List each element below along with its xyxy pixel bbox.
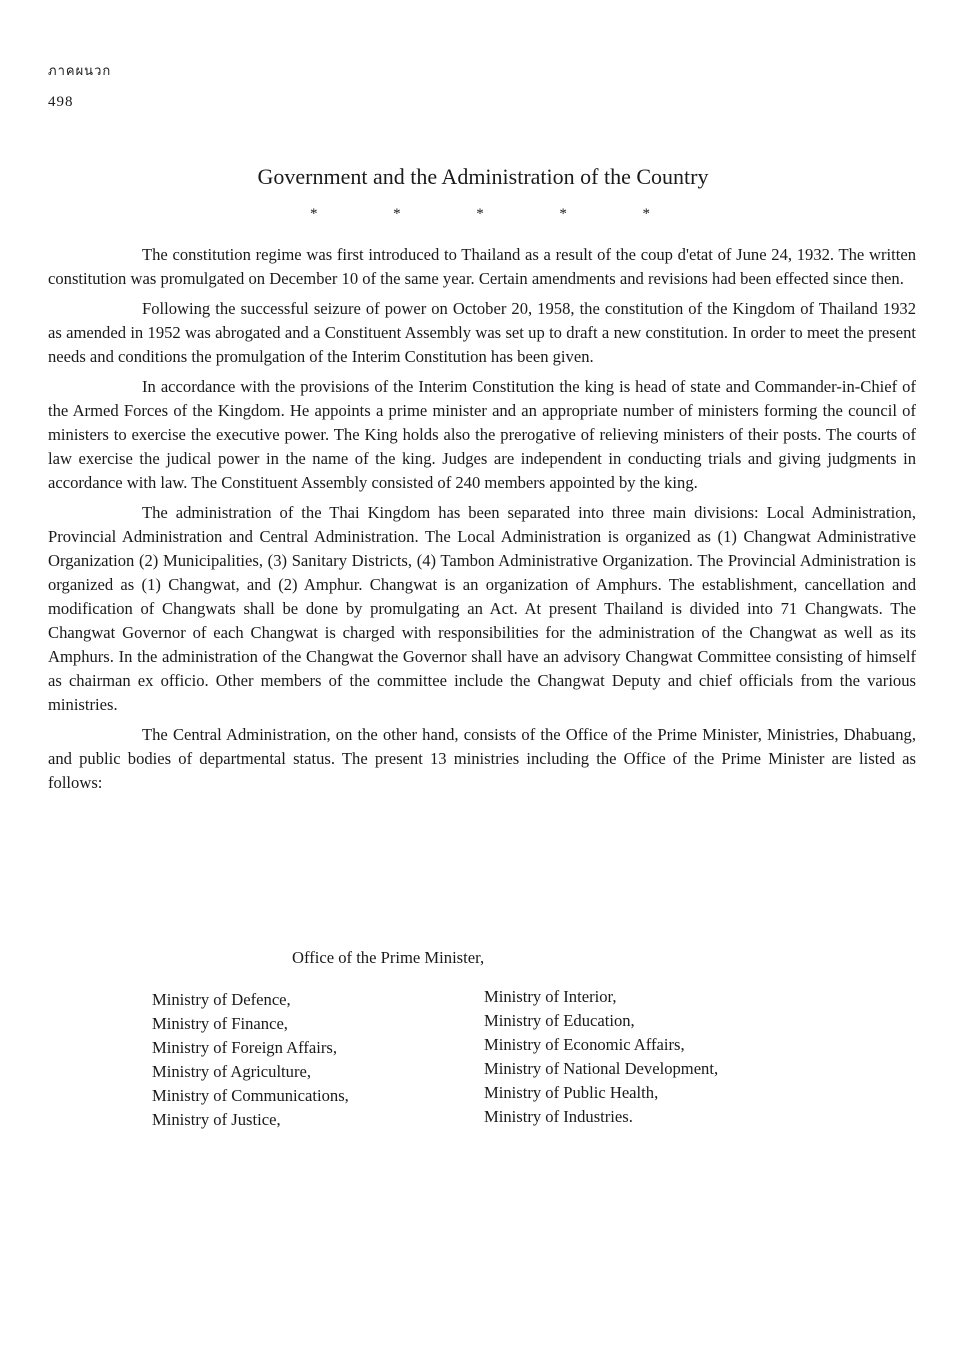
ministry-item: Ministry of Economic Affairs, — [484, 1035, 685, 1054]
paragraph: The constitution regime was first introduced to Thailand as a result of the coup d'etat of June 24, 1932. The written constitution was promulgated on December 10 of the same year. Certain amendments and revisions had been effected since then. — [48, 245, 916, 288]
body-text — [48, 243, 916, 801]
paragraph: The Central Administration, on the other hand, consists of the Office of the Prime Minister, Ministries, Dhabuang, and public bodies of departmental status. The present 13 ministries including the Office of the Prime Minister are listed as follows: — [48, 725, 916, 792]
page-title: Government and the Administration of the Country — [257, 164, 709, 189]
ministry-item: Ministry of National Development, — [484, 1059, 719, 1078]
separator-star: * — [310, 206, 318, 222]
ministries-right-column — [484, 985, 718, 1129]
paragraph: The administration of the Thai Kingdom has been separated into three main divisions: Local Administration, Provincial Administration and Central Administration. The Local Administration is organized as (1) Changwat Administrative Organization (2) Municipalities, (3) Sanitary Districts, (4) Tambon Administrative Organization. The Provincial Administration is organized as (1) Changwat, and (2) Amphur. Changwat is an organization of Amphurs. The establishment, cancellation and modification of Changwats shall be done by promulgating an Act. At present Thailand is divided into 71 Changwats. The Changwat Governor of each Changwat is charged with responsibilities for the administration of the Changwat as well as its Amphurs. In the administration of the Changwat the Governor shall have an advisory Changwat Committee consisting of himself as chairman ex officio. Other members of the committee include the Changwat Deputy and chief officials from the various ministries. — [48, 503, 916, 714]
ministry-item: Ministry of Defence, — [152, 990, 291, 1009]
separator-star: * — [476, 206, 484, 222]
paragraph: Following the successful seizure of power on October 20, 1958, the constitution of the Kingdom of Thailand 1932 as amended in 1952 was abrogated and a Constituent Assembly was set up to draft a new constitution. In order to meet the present needs and conditions the promulgation of the Interim Constitution has been given. — [48, 299, 916, 366]
ministry-item: Ministry of Communications, — [152, 1086, 349, 1105]
page-number: 498 — [48, 94, 74, 110]
ministry-item: Ministry of Public Health, — [484, 1083, 659, 1102]
ministry-item: Ministry of Industries. — [484, 1107, 633, 1126]
ministry-item: Ministry of Education, — [484, 1011, 635, 1030]
office-prime-minister: Office of the Prime Minister, — [292, 948, 485, 967]
ministry-item: Ministry of Agriculture, — [152, 1062, 312, 1081]
running-header: ภาคผนวก — [48, 63, 112, 78]
ministry-item: Ministry of Finance, — [152, 1014, 288, 1033]
separator — [310, 206, 650, 223]
ministry-item: Ministry of Justice, — [152, 1110, 281, 1129]
separator-star: * — [559, 206, 567, 222]
paragraph: In accordance with the provisions of the Interim Constitution the king is head of state and Commander-in-Chief of the Armed Forces of the Kingdom. He appoints a prime minister and an appropriate number of ministers forming the council of ministers to exercise the executive power. The King holds also the prerogative of relieving ministers of their posts. The courts of law exercise the judical power in the name of the king. Judges are independent in conducting trials and giving judgments in accordance with law. The Constituent Assembly consisted of 240 members appointed by the king. — [48, 377, 916, 492]
ministry-item: Ministry of Interior, — [484, 987, 617, 1006]
ministry-item: Ministry of Foreign Affairs, — [152, 1038, 337, 1057]
ministries-left-column — [152, 988, 349, 1132]
separator-star: * — [393, 206, 401, 222]
separator-star: * — [642, 206, 650, 222]
